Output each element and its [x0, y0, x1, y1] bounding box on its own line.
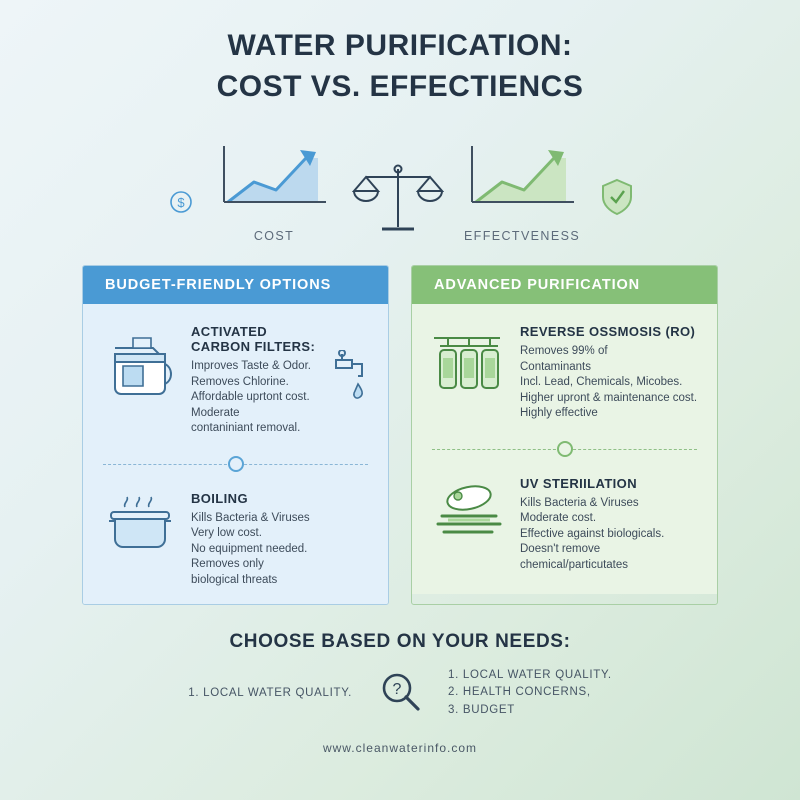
footer [0, 631, 800, 755]
page-title [0, 0, 800, 107]
title-line-1: WATER PURIFICATION: [227, 29, 573, 62]
entry-title: ACTIVATED CARBON FILTERS: [191, 324, 316, 354]
entry-title: BOILING [191, 490, 248, 506]
cost-chart-unit [214, 136, 334, 243]
entry-uv-sterilization-text [520, 474, 701, 574]
footer-title: CHOOSE BASED ON YOUR NEEDS: [229, 631, 571, 653]
entry-line: chemical/particutates [520, 558, 629, 571]
magnifying-glass-question-icon [378, 669, 422, 718]
entry-line: Moderate [191, 406, 240, 419]
footer-right-item: 1. LOCAL WATER QUALITY. [448, 669, 612, 682]
panel-advanced-header: ADVANCED PURIFICATION [412, 266, 717, 304]
water-filter-pitcher-icon [99, 322, 181, 402]
panel-advanced-body [412, 304, 717, 594]
effectiveness-chart-unit [462, 136, 582, 243]
entry-line: Moderate cost. [520, 512, 597, 525]
entry-line: Kills Bacteria & Viruses [191, 511, 310, 524]
entry-line: Removes only [191, 558, 264, 571]
panel-budget-divider [99, 451, 372, 479]
entry-line: Improves Taste & Odor. [191, 360, 311, 372]
entry-title: UV STERIILATION [520, 475, 637, 491]
footer-url[interactable]: www.cleanwaterinfo.com [322, 740, 478, 755]
entry-line: biological threats [191, 573, 278, 586]
panel-budget-header: BUDGET-FRIENDLY OPTIONS [83, 266, 388, 304]
svg-text:$: $ [177, 195, 185, 210]
entry-line: Removes 99% of [520, 345, 608, 357]
dripping-faucet-icon [332, 322, 372, 411]
entry-reverse-osmosis-text [520, 322, 701, 422]
entry-line: Removes Chlorine. [191, 375, 289, 388]
entry-activated-carbon-text [191, 322, 322, 437]
entry-activated-carbon-filters [99, 322, 372, 437]
effectiveness-label: EFFECTVENESS [463, 229, 581, 243]
reverse-osmosis-system-icon [428, 322, 510, 398]
svg-text:?: ? [392, 680, 402, 698]
footer-right-list [448, 667, 673, 719]
entry-boiling-text [191, 489, 372, 589]
panel-advanced-purification [411, 265, 718, 605]
footer-columns [0, 667, 800, 719]
entry-line: Contaminants [520, 360, 591, 373]
comparison-panels [0, 265, 800, 605]
entry-line: No equipment needed. [191, 542, 308, 555]
uv-sterilizer-icon [428, 474, 510, 542]
footer-left-item: 1. LOCAL WATER QUALITY. [188, 687, 352, 700]
boiling-pot-icon [99, 489, 181, 561]
dollar-coin-icon [166, 187, 196, 217]
shield-check-icon [600, 177, 634, 217]
scales-balance-icon [352, 157, 444, 243]
entry-line: Higher upront & maintenance cost. [520, 391, 698, 404]
icon-row [0, 133, 800, 243]
title-line-2: COST VS. EFFECTIENCS [216, 69, 584, 103]
panel-budget-body [83, 304, 388, 604]
entry-boiling [99, 489, 372, 589]
entry-title: REVERSE OSSMOSIS (RO) [520, 324, 696, 339]
panel-budget-friendly [82, 265, 389, 605]
panel-advanced-divider [428, 436, 701, 464]
entry-line: Affordable uprtont cost. [191, 391, 310, 404]
entry-line: Doesn't remove [520, 543, 601, 556]
entry-reverse-osmosis [428, 322, 701, 422]
entry-uv-sterilization [428, 474, 701, 574]
entry-line: contaniniant removal. [191, 422, 301, 435]
footer-right-item: 3. BUDGET [448, 703, 516, 716]
rising-line-chart-icon [462, 136, 582, 221]
entry-line: Effective against biologicals. [520, 527, 665, 540]
entry-line: Highly effective [520, 407, 598, 420]
entry-line: Kills Bacteria & Viruses [520, 496, 639, 509]
entry-line: Incl. Lead, Chemicals, Micobes. [520, 376, 683, 389]
cost-label: COST [253, 229, 295, 243]
entry-line: Very low cost. [191, 527, 262, 540]
rising-line-chart-icon [214, 136, 334, 221]
footer-right-item: 2. HEALTH CONCERNS, [448, 686, 591, 699]
